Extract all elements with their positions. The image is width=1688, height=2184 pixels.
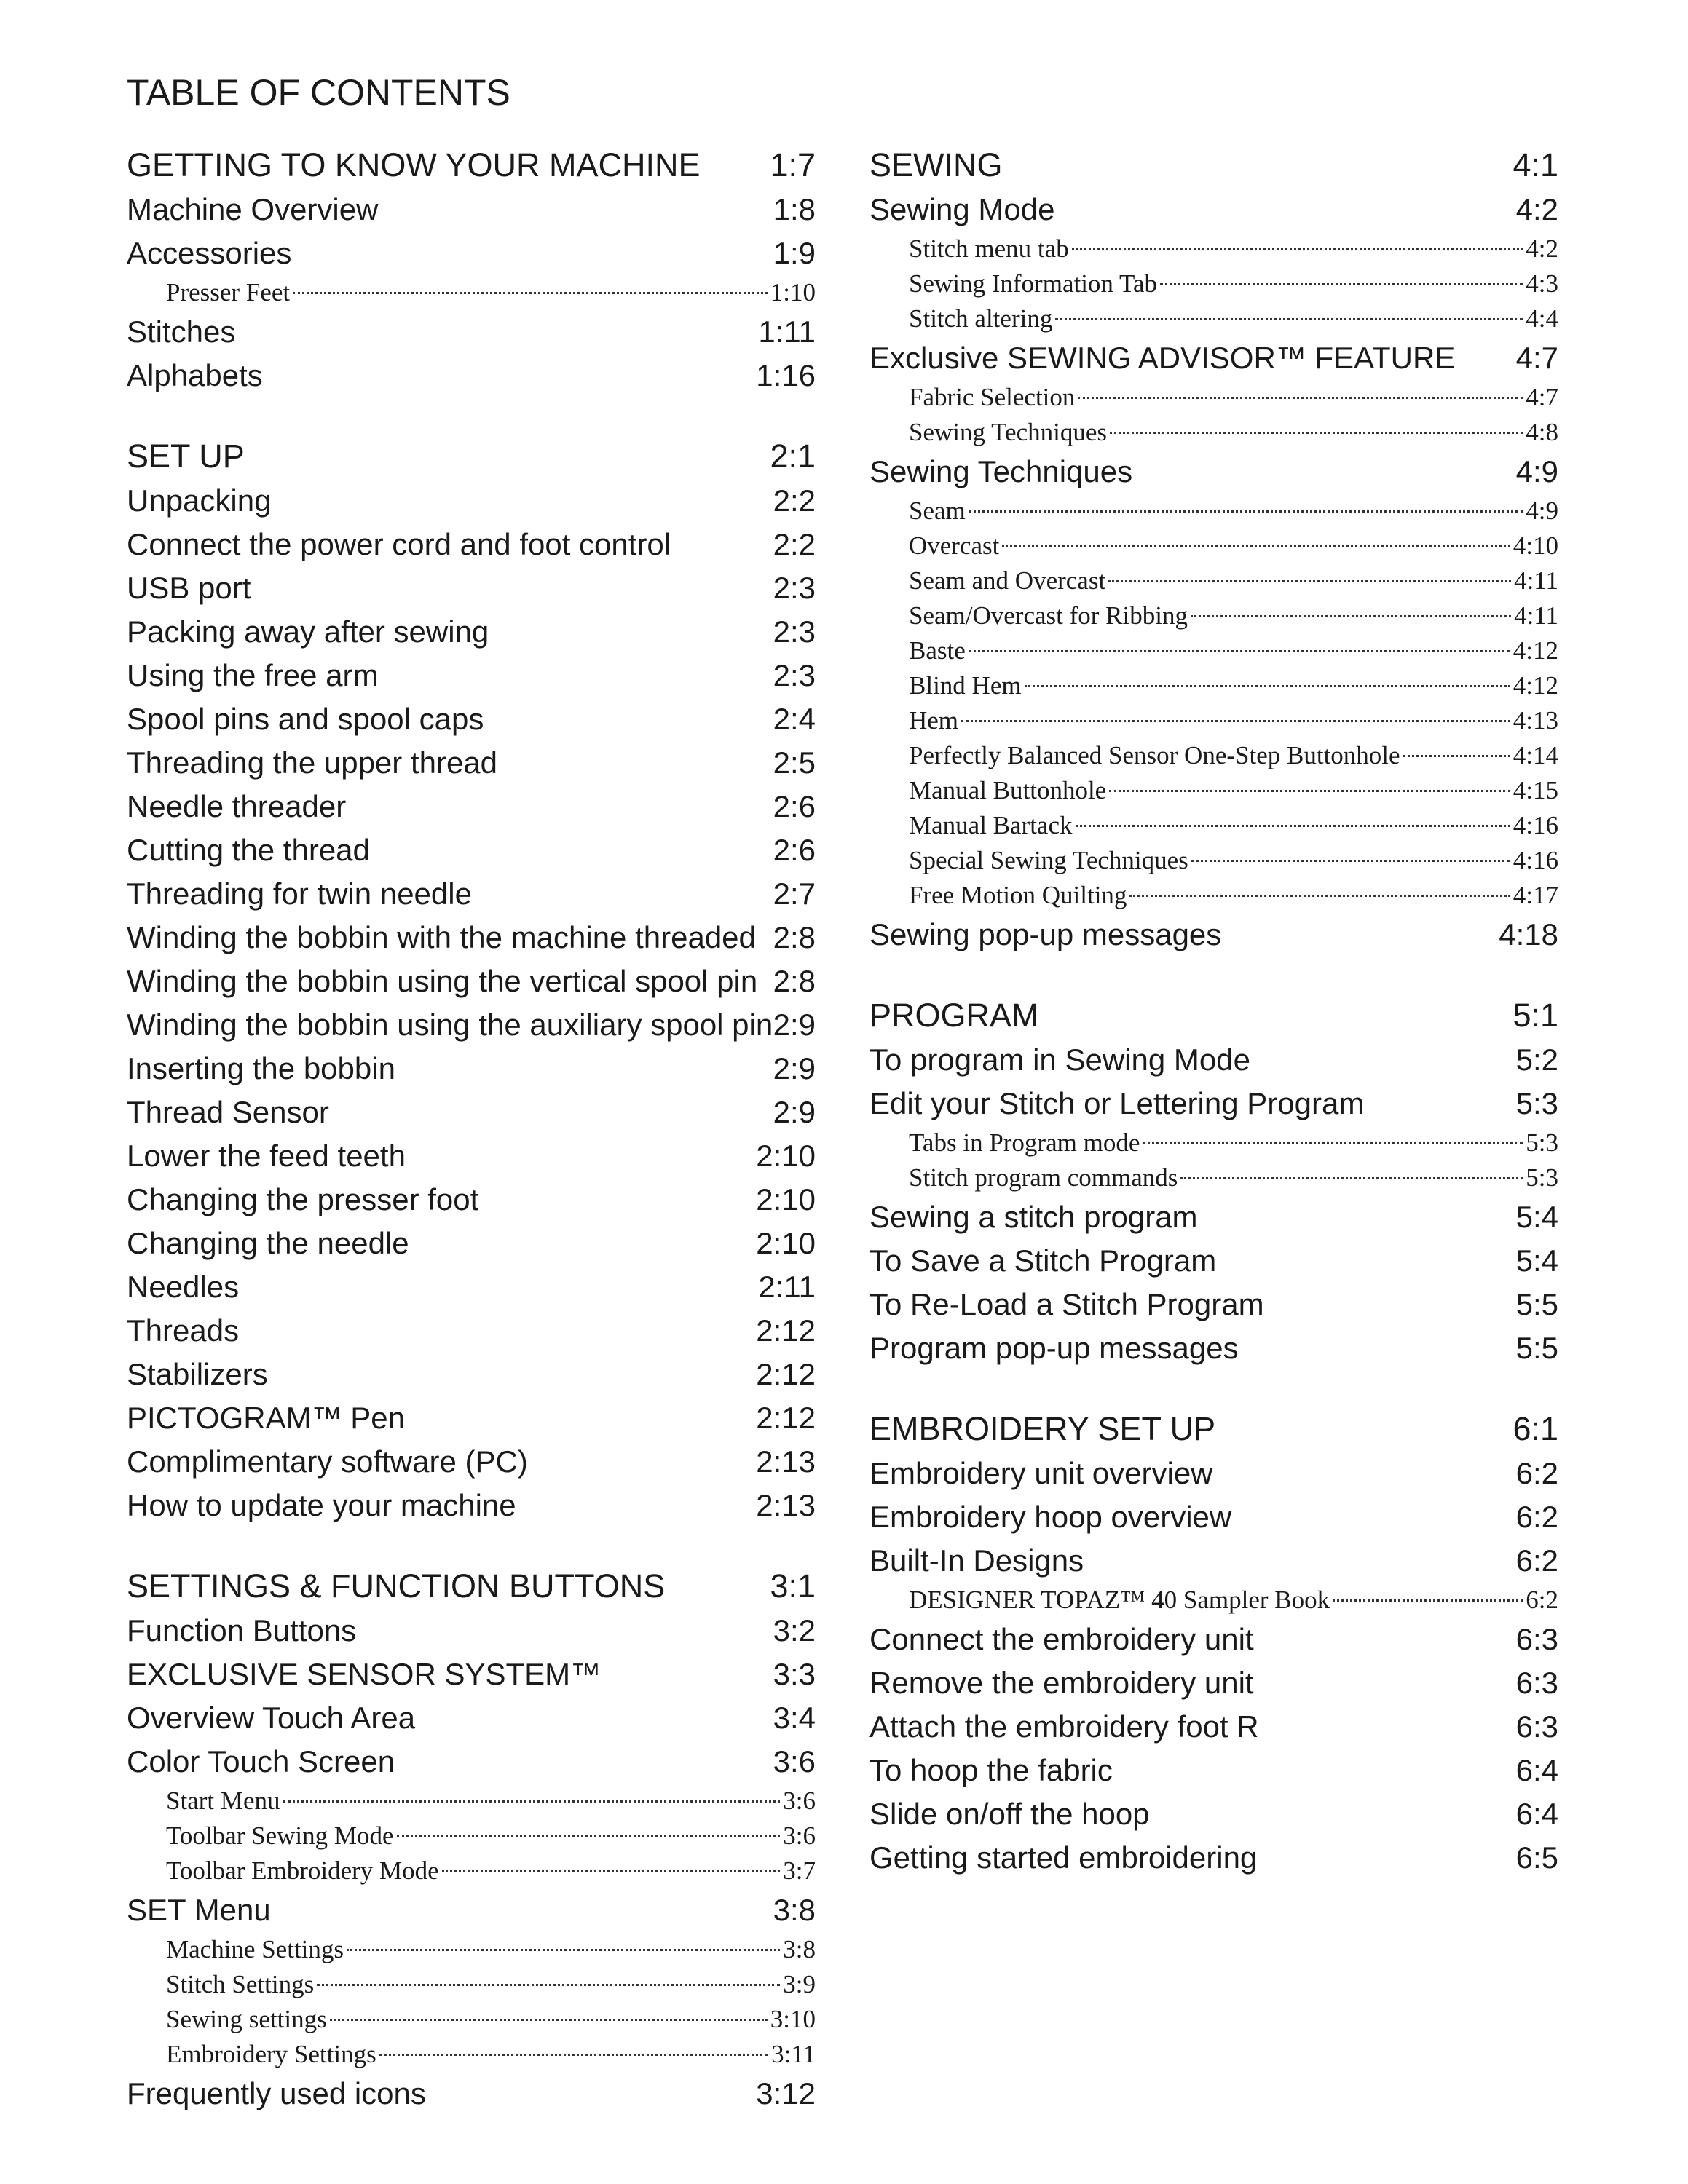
toc-entry[interactable] [869, 1038, 1558, 1082]
dot-leader [1072, 248, 1523, 250]
entry-label: Stitch program commands [909, 1163, 1178, 1192]
entry-label: Complimentary software (PC) [127, 1444, 528, 1479]
entry-page: 3:9 [783, 1970, 816, 1998]
entry-page: 3:2 [773, 1613, 816, 1647]
dot-leader [1129, 895, 1510, 897]
entry-label: Winding the bobbin using the auxiliary spool pin [127, 1008, 773, 1042]
entry-label: Sewing pop-up messages [869, 917, 1222, 951]
entry-page: 2:10 [756, 1182, 816, 1216]
entry-label: Manual Buttonhole [909, 776, 1107, 804]
entry-label: Function Buttons [127, 1613, 357, 1647]
dot-leader [1002, 545, 1510, 547]
entry-page: 3:11 [771, 2040, 816, 2068]
dot-leader [1333, 1599, 1523, 1602]
entry-label: Needles [127, 1270, 240, 1304]
toc-subentry[interactable] [869, 380, 1558, 415]
entry-page: 5:3 [1526, 1163, 1558, 1192]
entry-page: 6:3 [1515, 1666, 1558, 1700]
entry-page: 2:4 [773, 702, 816, 736]
entry-label: Changing the needle [127, 1226, 409, 1260]
toc-entry[interactable] [127, 960, 816, 1003]
toc-subentry[interactable] [127, 2037, 816, 2072]
entry-label: Hem [909, 706, 959, 735]
dot-leader [1143, 1142, 1523, 1144]
entry-label: Inserting the bobbin [127, 1051, 395, 1085]
toc-subentry[interactable] [127, 1853, 816, 1888]
entry-label: EXCLUSIVE SENSOR SYSTEM™ [127, 1657, 602, 1691]
entry-label: To Save a Stitch Program [869, 1243, 1217, 1278]
entry-label: Winding the bobbin using the vertical spool pin [127, 964, 758, 998]
entry-label: Edit your Stitch or Lettering Program [869, 1086, 1365, 1120]
dot-leader [293, 292, 768, 294]
entry-label: Sewing settings [166, 2005, 327, 2033]
entry-page: 4:13 [1513, 706, 1558, 735]
entry-page: 2:11 [758, 1270, 816, 1304]
entry-page: 4:7 [1515, 341, 1558, 375]
entry-page: 4:17 [1513, 881, 1558, 909]
toc-entry[interactable] [869, 1195, 1558, 1239]
entry-page: 3:6 [773, 1744, 816, 1779]
toc-subentry[interactable] [127, 1967, 816, 2002]
toc-subentry[interactable] [127, 275, 816, 310]
toc-entry[interactable] [869, 1082, 1558, 1125]
entry-page: 2:10 [756, 1226, 816, 1260]
entry-page: 5:5 [1515, 1331, 1558, 1365]
dot-leader [317, 1984, 780, 1986]
entry-label: Remove the embroidery unit [869, 1666, 1254, 1700]
entry-label: Stitch Settings [166, 1970, 315, 1998]
page-title: TABLE OF CONTENTS [127, 72, 510, 113]
entry-page: 2:12 [756, 1401, 816, 1435]
section-heading[interactable] [869, 993, 1558, 1038]
entry-label: Alphabets [127, 358, 263, 392]
toc-entry[interactable] [869, 1239, 1558, 1283]
entry-page: 5:4 [1515, 1200, 1558, 1234]
section-heading[interactable] [127, 143, 816, 188]
entry-label: Sewing Mode [869, 192, 1055, 226]
toc-subentry[interactable] [869, 1583, 1558, 1618]
toc-subentry[interactable] [127, 2002, 816, 2037]
entry-label: Cutting the thread [127, 833, 370, 867]
toc-subentry[interactable] [869, 529, 1558, 563]
entry-page: 4:14 [1513, 741, 1558, 769]
entry-label: Winding the bobbin with the machine threaded [127, 920, 756, 954]
toc-entry[interactable] [127, 310, 816, 354]
toc-subentry[interactable] [869, 301, 1558, 336]
entry-page: 6:2 [1526, 1586, 1558, 1614]
toc-entry[interactable] [869, 1836, 1558, 1880]
entry-page: 2:8 [773, 964, 816, 998]
entry-page: 2:12 [756, 1313, 816, 1348]
entry-label: Embroidery Settings [166, 2040, 376, 2068]
entry-page: 2:10 [756, 1139, 816, 1173]
dot-leader [347, 1949, 780, 1951]
entry-label: Manual Bartack [909, 811, 1073, 839]
entry-label: Stabilizers [127, 1357, 268, 1391]
toc-section [869, 143, 1558, 957]
entry-page: 1:9 [773, 236, 816, 270]
entry-label: Embroidery hoop overview [869, 1500, 1232, 1534]
toc-entry[interactable] [127, 872, 816, 916]
entry-label: SET Menu [127, 1893, 271, 1927]
toc-entry[interactable] [127, 1484, 816, 1527]
toc-entry[interactable] [127, 1047, 816, 1091]
entry-page: 4:2 [1515, 192, 1558, 226]
entry-label: Slide on/off the hoop [869, 1797, 1150, 1831]
entry-page: 2:13 [756, 1444, 816, 1479]
dot-leader [397, 1835, 781, 1837]
entry-label: Machine Overview [127, 192, 379, 226]
entry-label: Stitches [127, 314, 236, 349]
entry-page: 5:2 [1515, 1042, 1558, 1077]
dot-leader [1108, 580, 1511, 582]
toc-entry[interactable] [127, 2072, 816, 2116]
entry-page: 3:7 [783, 1856, 816, 1885]
entry-label: Seam/Overcast for Ribbing [909, 601, 1188, 630]
toc-column-left [127, 143, 816, 2152]
toc-entry[interactable] [869, 1705, 1558, 1749]
entry-page: 2:7 [773, 877, 816, 911]
entry-label: Needle threader [127, 789, 347, 823]
entry-page: 4:18 [1499, 917, 1558, 951]
entry-page: 5:5 [1515, 1287, 1558, 1321]
toc-subentry[interactable] [869, 808, 1558, 843]
toc-entry[interactable] [127, 610, 816, 654]
entry-page: 2:6 [773, 789, 816, 823]
entry-label: Sewing a stitch program [869, 1200, 1198, 1234]
toc-entry[interactable] [127, 1091, 816, 1134]
entry-page: 6:3 [1515, 1709, 1558, 1744]
entry-page: 1:16 [756, 358, 816, 392]
entry-page: 3:6 [783, 1821, 816, 1850]
toc-entry[interactable] [869, 1618, 1558, 1661]
toc-subentry[interactable] [127, 1932, 816, 1967]
toc-entry[interactable] [127, 1653, 816, 1696]
toc-entry[interactable] [127, 1353, 816, 1396]
entry-label: Threading for twin needle [127, 877, 472, 911]
entry-label: Spool pins and spool caps [127, 702, 484, 736]
entry-page: 3:6 [783, 1787, 816, 1815]
toc-entry[interactable] [869, 1452, 1558, 1495]
entry-page: 3:12 [756, 2076, 816, 2110]
entry-page: 2:3 [773, 614, 816, 649]
toc-entry[interactable] [127, 354, 816, 397]
entry-page: 6:2 [1515, 1500, 1558, 1534]
dot-leader [1109, 790, 1510, 792]
toc-entry[interactable] [127, 1309, 816, 1353]
toc-subentry[interactable] [869, 773, 1558, 808]
entry-label: Connect the embroidery unit [869, 1622, 1254, 1656]
entry-label: To hoop the fabric [869, 1753, 1113, 1787]
entry-label: Overview Touch Area [127, 1701, 416, 1735]
entry-page: 4:3 [1526, 269, 1558, 298]
entry-label: Lower the feed teeth [127, 1139, 406, 1173]
entry-page: 4:9 [1515, 454, 1558, 488]
entry-label: Special Sewing Techniques [909, 846, 1188, 874]
entry-label: USB port [127, 571, 251, 605]
toc-entry[interactable] [127, 1888, 816, 1932]
entry-label: Color Touch Screen [127, 1744, 395, 1779]
entry-label: Toolbar Embroidery Mode [166, 1856, 439, 1885]
toc-subentry[interactable] [869, 232, 1558, 266]
dot-leader [1110, 432, 1523, 434]
entry-label: Machine Settings [166, 1935, 344, 1963]
entry-page: 6:2 [1515, 1543, 1558, 1578]
dot-leader [1055, 318, 1523, 320]
entry-page: 4:12 [1513, 671, 1558, 700]
toc-section [127, 1564, 816, 2116]
entry-page: 3:8 [773, 1893, 816, 1927]
toc-entry[interactable] [127, 1396, 816, 1440]
entry-label: Attach the embroidery foot R [869, 1709, 1259, 1744]
toc-subentry[interactable] [869, 703, 1558, 738]
entry-label: Threads [127, 1313, 240, 1348]
entry-page: 4:11 [1514, 601, 1558, 630]
entry-label: Sewing Information Tab [909, 269, 1158, 298]
entry-label: Exclusive SEWING ADVISOR™ FEATURE [869, 341, 1456, 375]
entry-page: 5:3 [1515, 1086, 1558, 1120]
entry-label: Stitch menu tab [909, 234, 1069, 263]
entry-label: Blind Hem [909, 671, 1022, 700]
entry-page: 2:2 [773, 527, 816, 561]
toc-entry[interactable] [127, 479, 816, 523]
section-heading-label: SEWING [869, 146, 1003, 183]
toc-entry[interactable] [127, 1003, 816, 1047]
toc-subentry[interactable] [127, 1784, 816, 1819]
toc-entry[interactable] [869, 1749, 1558, 1792]
entry-label: To Re-Load a Stitch Program [869, 1287, 1264, 1321]
toc-entry[interactable] [869, 188, 1558, 232]
section-heading-page: 3:1 [770, 1567, 816, 1605]
toc-entry[interactable] [127, 697, 816, 741]
entry-page: 4:11 [1514, 566, 1558, 595]
toc-entry[interactable] [127, 785, 816, 828]
toc-entry[interactable] [869, 1792, 1558, 1836]
dot-leader [1076, 825, 1510, 827]
entry-page: 4:7 [1526, 383, 1558, 411]
section-heading[interactable] [869, 1406, 1558, 1452]
entry-label: Sewing Techniques [909, 418, 1108, 446]
entry-page: 4:16 [1513, 811, 1558, 839]
toc-subentry[interactable] [869, 738, 1558, 773]
entry-page: 2:3 [773, 658, 816, 692]
entry-label: Toolbar Sewing Mode [166, 1821, 394, 1850]
entry-label: Fabric Selection [909, 383, 1076, 411]
entry-label: To program in Sewing Mode [869, 1042, 1250, 1077]
entry-page: 4:16 [1513, 846, 1558, 874]
section-heading-label: PROGRAM [869, 997, 1039, 1034]
toc-entry[interactable] [869, 1661, 1558, 1705]
entry-page: 4:4 [1526, 304, 1558, 333]
entry-label: Tabs in Program mode [909, 1128, 1140, 1157]
entry-page: 4:9 [1526, 496, 1558, 525]
entry-page: 4:8 [1526, 418, 1558, 446]
entry-label: Thread Sensor [127, 1095, 329, 1129]
entry-page: 1:10 [770, 278, 816, 306]
entry-page: 6:2 [1515, 1456, 1558, 1490]
toc-subentry[interactable] [127, 1819, 816, 1853]
entry-page: 1:8 [773, 192, 816, 226]
toc-entry[interactable] [127, 1222, 816, 1265]
toc-entry[interactable] [869, 913, 1558, 957]
toc-entry[interactable] [127, 1265, 816, 1309]
entry-label: Free Motion Quilting [909, 881, 1127, 909]
dot-leader [1191, 860, 1510, 862]
entry-label: Packing away after sewing [127, 614, 489, 649]
entry-page: 3:3 [773, 1657, 816, 1691]
entry-label: Embroidery unit overview [869, 1456, 1213, 1490]
entry-page: 6:5 [1515, 1840, 1558, 1875]
toc-subentry[interactable] [869, 494, 1558, 529]
toc-entry[interactable] [127, 1134, 816, 1178]
dot-leader [969, 650, 1510, 652]
entry-label: PICTOGRAM™ Pen [127, 1401, 405, 1435]
entry-label: Connect the power cord and foot control [127, 527, 671, 561]
toc-entry[interactable] [127, 1609, 816, 1653]
dot-leader [1403, 755, 1510, 757]
entry-page: 2:9 [773, 1008, 816, 1042]
entry-label: Using the free arm [127, 658, 379, 692]
toc-section [869, 993, 1558, 1370]
section-heading-label: EMBROIDERY SET UP [869, 1410, 1216, 1447]
dot-leader [1078, 397, 1523, 399]
toc-entry[interactable] [869, 1283, 1558, 1326]
entry-label: DESIGNER TOPAZ™ 40 Sampler Book [909, 1586, 1330, 1614]
section-heading[interactable] [869, 143, 1558, 188]
entry-page: 2:5 [773, 745, 816, 780]
entry-page: 2:13 [756, 1488, 816, 1522]
section-heading-page: 4:1 [1513, 146, 1558, 183]
toc-section [869, 1406, 1558, 1880]
entry-label: Sewing Techniques [869, 454, 1133, 488]
toc-entry[interactable] [127, 654, 816, 697]
entry-label: Changing the presser foot [127, 1182, 479, 1216]
entry-label: Stitch altering [909, 304, 1053, 333]
toc-entry[interactable] [127, 232, 816, 275]
toc-entry[interactable] [127, 741, 816, 785]
entry-label: Overcast [909, 531, 1000, 560]
toc-entry[interactable] [127, 1696, 816, 1740]
dot-leader [283, 1800, 781, 1803]
dot-leader [1180, 1177, 1523, 1179]
entry-label: Getting started embroidering [869, 1840, 1258, 1875]
entry-label: Threading the upper thread [127, 745, 498, 780]
entry-label: Presser Feet [166, 278, 291, 306]
toc-entry[interactable] [869, 1539, 1558, 1583]
entry-page: 2:9 [773, 1095, 816, 1129]
toc-section [127, 434, 816, 1527]
section-heading[interactable] [127, 1564, 816, 1609]
entry-page: 2:12 [756, 1357, 816, 1391]
toc-subentry[interactable] [869, 878, 1558, 913]
entry-page: 2:3 [773, 571, 816, 605]
entry-label: Unpacking [127, 483, 272, 518]
entry-label: Built-In Designs [869, 1543, 1084, 1578]
entry-page: 2:9 [773, 1051, 816, 1085]
entry-label: Baste [909, 636, 966, 665]
toc-subentry[interactable] [869, 1125, 1558, 1160]
entry-page: 4:10 [1513, 531, 1558, 560]
dot-leader [1191, 615, 1511, 617]
toc-entry[interactable] [127, 828, 816, 872]
dot-leader [961, 720, 1510, 722]
dot-leader [969, 510, 1523, 513]
entry-label: Start Menu [166, 1787, 280, 1815]
toc-entry[interactable] [869, 450, 1558, 494]
section-heading-label: SETTINGS & FUNCTION BUTTONS [127, 1567, 666, 1605]
toc-subentry[interactable] [869, 1160, 1558, 1195]
toc-entry[interactable] [127, 188, 816, 232]
section-heading-page: 5:1 [1513, 997, 1558, 1034]
section-heading[interactable] [127, 434, 816, 479]
entry-label: Program pop-up messages [869, 1331, 1239, 1365]
toc-entry[interactable] [127, 1178, 816, 1222]
dot-leader [442, 1870, 781, 1872]
entry-label: Accessories [127, 236, 292, 270]
entry-page: 4:2 [1526, 234, 1558, 263]
toc-entry[interactable] [127, 1740, 816, 1784]
toc-subentry[interactable] [869, 563, 1558, 598]
entry-page: 5:3 [1526, 1128, 1558, 1157]
toc-entry[interactable] [127, 1440, 816, 1484]
entry-page: 4:12 [1513, 636, 1558, 665]
dot-leader [330, 2019, 768, 2021]
toc-subentry[interactable] [869, 598, 1558, 633]
entry-page: 2:6 [773, 833, 816, 867]
entry-page: 3:8 [783, 1935, 816, 1963]
toc-entry[interactable] [127, 566, 816, 610]
entry-page: 5:4 [1515, 1243, 1558, 1278]
section-heading-page: 2:1 [770, 438, 816, 475]
section-heading-label: SET UP [127, 438, 245, 475]
entry-page: 6:4 [1515, 1797, 1558, 1831]
entry-page: 4:15 [1513, 776, 1558, 804]
toc-subentry[interactable] [869, 668, 1558, 703]
toc-subentry[interactable] [869, 843, 1558, 878]
toc-entry[interactable] [869, 1326, 1558, 1370]
toc-entry[interactable] [869, 336, 1558, 380]
entry-label: How to update your machine [127, 1488, 516, 1522]
entry-page: 6:4 [1515, 1753, 1558, 1787]
entry-label: Seam and Overcast [909, 566, 1106, 595]
entry-label: Seam [909, 496, 966, 525]
section-heading-page: 1:7 [770, 146, 816, 183]
dot-leader [1025, 685, 1510, 687]
toc-subentry[interactable] [869, 633, 1558, 668]
entry-page: 6:3 [1515, 1622, 1558, 1656]
toc-section [127, 143, 816, 397]
toc-column-right [869, 143, 1558, 1916]
entry-page: 1:11 [758, 314, 816, 349]
section-heading-page: 6:1 [1513, 1410, 1558, 1447]
toc-subentry[interactable] [869, 415, 1558, 450]
dot-leader [379, 2054, 768, 2056]
toc-entry[interactable] [127, 916, 816, 960]
dot-leader [1160, 283, 1523, 285]
toc-subentry[interactable] [869, 266, 1558, 301]
entry-label: Frequently used icons [127, 2076, 426, 2110]
entry-page: 2:2 [773, 483, 816, 518]
entry-page: 2:8 [773, 920, 816, 954]
section-heading-label: GETTING TO KNOW YOUR MACHINE [127, 146, 701, 183]
entry-page: 3:10 [770, 2005, 816, 2033]
entry-page: 3:4 [773, 1701, 816, 1735]
toc-entry[interactable] [127, 523, 816, 566]
entry-label: Perfectly Balanced Sensor One-Step Buttonhole [909, 741, 1400, 769]
toc-entry[interactable] [869, 1495, 1558, 1539]
